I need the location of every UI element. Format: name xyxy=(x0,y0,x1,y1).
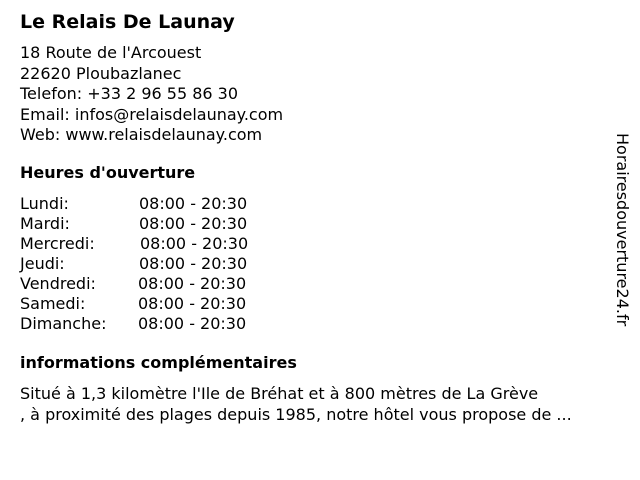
opening-hours-heading: Heures d'ouverture xyxy=(20,163,196,182)
info-line-2: , à proximité des plages depuis 1985, notre hôtel vous propose de ... xyxy=(20,404,572,424)
time-range: 08:00 - 20:30 xyxy=(138,294,247,313)
address-city: 22620 Ploubazlanec xyxy=(20,63,182,83)
business-name: Le Relais De Launay xyxy=(20,11,235,33)
hours-row-monday xyxy=(20,194,280,214)
time-range: 08:00 - 20:30 xyxy=(139,214,248,233)
day-label: Mercredi: xyxy=(20,234,95,253)
email-line: Email: infos@relaisdelaunay.com xyxy=(20,104,284,124)
watermark-text: Horairesdouverture24.fr xyxy=(613,133,632,327)
contact-block xyxy=(20,43,283,146)
day-label: Samedi: xyxy=(20,294,86,313)
time-range: 08:00 - 20:30 xyxy=(138,274,247,293)
opening-hours-table xyxy=(20,194,280,334)
hours-row-wednesday xyxy=(20,234,280,254)
site-watermark xyxy=(612,133,632,371)
day-label: Mardi: xyxy=(20,214,70,233)
time-range: 08:00 - 20:30 xyxy=(138,314,247,333)
time-range: 08:00 - 20:30 xyxy=(139,254,248,273)
hours-row-tuesday xyxy=(20,214,280,234)
additional-info-heading: informations complémentaires xyxy=(20,353,297,372)
hours-row-sunday xyxy=(20,314,280,334)
hours-row-thursday xyxy=(20,254,280,274)
phone-line: Telefon: +33 2 96 55 86 30 xyxy=(20,84,239,103)
time-range: 08:00 - 20:30 xyxy=(140,234,249,253)
additional-info-text xyxy=(20,384,626,425)
hours-row-saturday xyxy=(20,294,280,314)
day-label: Vendredi: xyxy=(20,274,96,293)
info-line-1: Situé à 1,3 kilomètre l'Ile de Bréhat et à 800 mètres de La Grève xyxy=(20,384,539,403)
website-line: Web: www.relaisdelaunay.com xyxy=(20,125,263,144)
hours-row-friday xyxy=(20,274,280,294)
address-street: 18 Route de l'Arcouest xyxy=(20,43,202,62)
day-label: Jeudi: xyxy=(20,254,65,273)
day-label: Lundi: xyxy=(20,194,69,213)
day-label: Dimanche: xyxy=(20,314,107,333)
time-range: 08:00 - 20:30 xyxy=(139,194,248,213)
